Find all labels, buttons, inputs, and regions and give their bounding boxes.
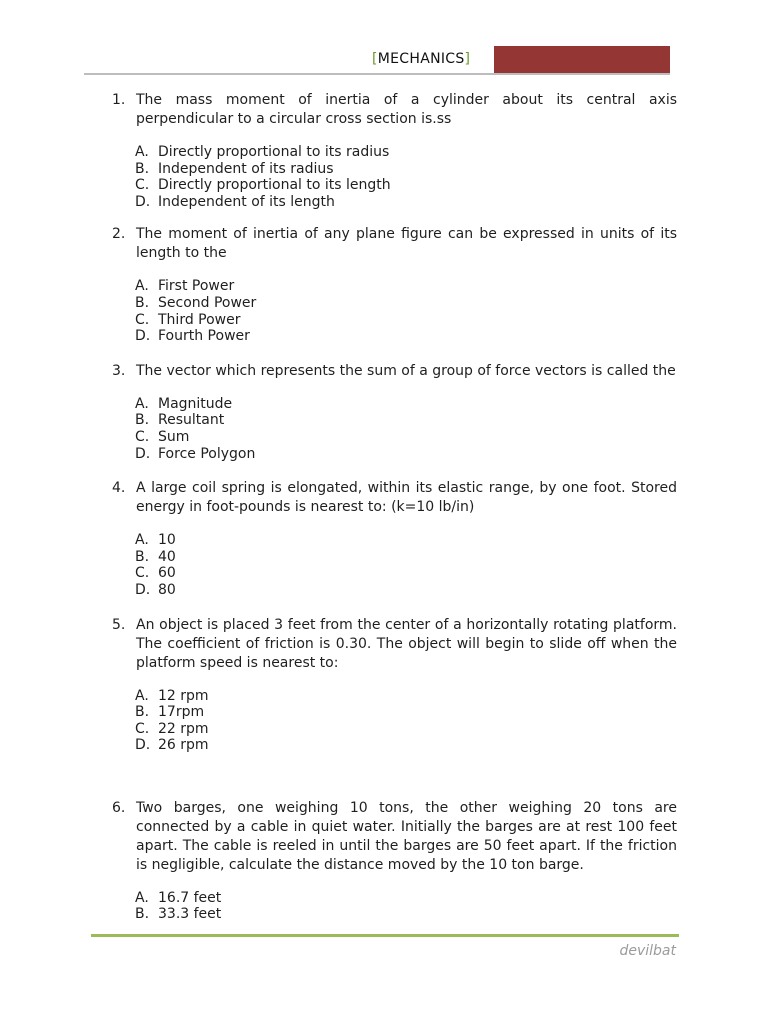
option-text: 80 [158,581,176,598]
option-letter: C. [135,720,150,737]
question-number: 2. [112,226,126,243]
option-text: 26 rpm [158,737,209,754]
option-letter: A. [135,532,149,549]
option-text: Sum [158,428,190,445]
answer-option [0,295,768,312]
question-text: Two barges, one weighing 10 tons, the other weighing 20 tons are connected by a cable in quiet water. Initially the barges are at rest 100 feet apart. The cable is reeled in until the barges are 50 feet apart. If the friction is negligible, calculate the distance moved by the 10 ton barge. [136,799,677,873]
question-number: 6. [112,799,126,816]
option-letter: D. [135,737,151,754]
question-text: The vector which represents the sum of a group of force vectors is called the [136,362,676,379]
footer-divider [91,934,679,937]
answer-option [0,446,768,463]
option-letter: C. [135,428,150,445]
option-text: 22 rpm [158,720,209,737]
answer-option [0,144,768,161]
question-text: A large coil spring is elongated, within its elastic range, by one foot. Stored energy in foot-pounds is nearest to: (k=10 lb/in) [136,480,677,516]
answer-option [0,396,768,413]
question-number: 5. [112,616,126,633]
question-item [0,91,768,210]
option-letter: A. [135,144,149,160]
option-list [0,278,768,344]
option-text: Third Power [158,311,241,328]
option-text: Resultant [158,412,225,429]
option-letter: A. [135,278,149,295]
question-text: The mass moment of inertia of a cylinder about its central axis perpendicular to a circular cross section is.ss [136,92,677,127]
question-text: An object is placed 3 feet from the center of a horizontally rotating platform. The coefficient of friction is 0.30. The object will begin to slide off when the platform speed is nearest to: [136,616,677,671]
option-text: 17rpm [158,704,205,721]
answer-option [0,412,768,429]
option-text: 33.3 feet [158,906,222,923]
option-letter: B. [135,704,150,721]
answer-option [0,312,768,329]
answer-option [0,565,768,582]
question-list [0,91,768,923]
option-text: 16.7 feet [158,889,222,906]
option-letter: A. [135,687,149,704]
answer-option [0,704,768,721]
answer-option [0,429,768,446]
answer-option [0,194,768,211]
option-list [0,890,768,923]
option-list [0,396,768,462]
option-letter: C. [135,177,150,194]
question-item [0,362,768,462]
option-letter: A. [135,889,149,906]
header-accent-block [494,46,670,74]
question-text: The moment of inertia of any plane figure can be expressed in units of its length to the [136,226,677,262]
option-text: Directly proportional to its length [158,177,391,194]
answer-option [0,721,768,738]
option-text: Magnitude [158,395,233,412]
option-letter: B. [135,906,150,923]
question-number: 1. [112,92,126,108]
option-letter: C. [135,311,150,328]
option-text: Directly proportional to its radius [158,144,390,160]
header-title-text: MECHANICS [377,51,465,67]
option-letter: B. [135,412,150,429]
option-text: 40 [158,548,176,565]
option-list [0,532,768,598]
option-letter: D. [135,445,151,462]
question-item [0,225,768,344]
option-letter: B. [135,160,150,177]
option-text: Independent of its radius [158,160,334,177]
option-letter: C. [135,565,150,582]
option-letter: B. [135,294,150,311]
option-letter: D. [135,328,151,345]
header-title [372,51,470,67]
option-text: 60 [158,565,176,582]
answer-option [0,688,768,705]
answer-option [0,890,768,907]
option-letter: B. [135,548,150,565]
answer-option [0,161,768,178]
answer-option [0,177,768,194]
option-text: Second Power [158,294,257,311]
option-text: Independent of its length [158,193,335,210]
answer-option [0,737,768,754]
page-header [0,46,768,76]
option-list [0,144,768,210]
answer-option [0,582,768,599]
question-item [0,616,768,754]
option-text: First Power [158,278,235,295]
answer-option [0,906,768,923]
option-letter: D. [135,581,151,598]
question-item [0,479,768,598]
option-list [0,688,768,754]
footer-text: devilbat [619,943,676,959]
option-text: Force Polygon [158,445,256,462]
question-item [0,799,768,923]
bracket-close: ] [464,51,471,67]
question-number: 4. [112,480,126,497]
answer-option [0,549,768,566]
answer-option [0,328,768,345]
bracket-open: [ [372,51,378,67]
option-letter: D. [135,193,151,210]
option-text: 12 rpm [158,687,209,704]
option-text: Fourth Power [158,328,250,345]
question-number: 3. [112,362,126,379]
answer-option [0,532,768,549]
answer-option [0,278,768,295]
option-text: 10 [158,532,176,549]
option-letter: A. [135,395,149,412]
header-divider [84,73,670,75]
